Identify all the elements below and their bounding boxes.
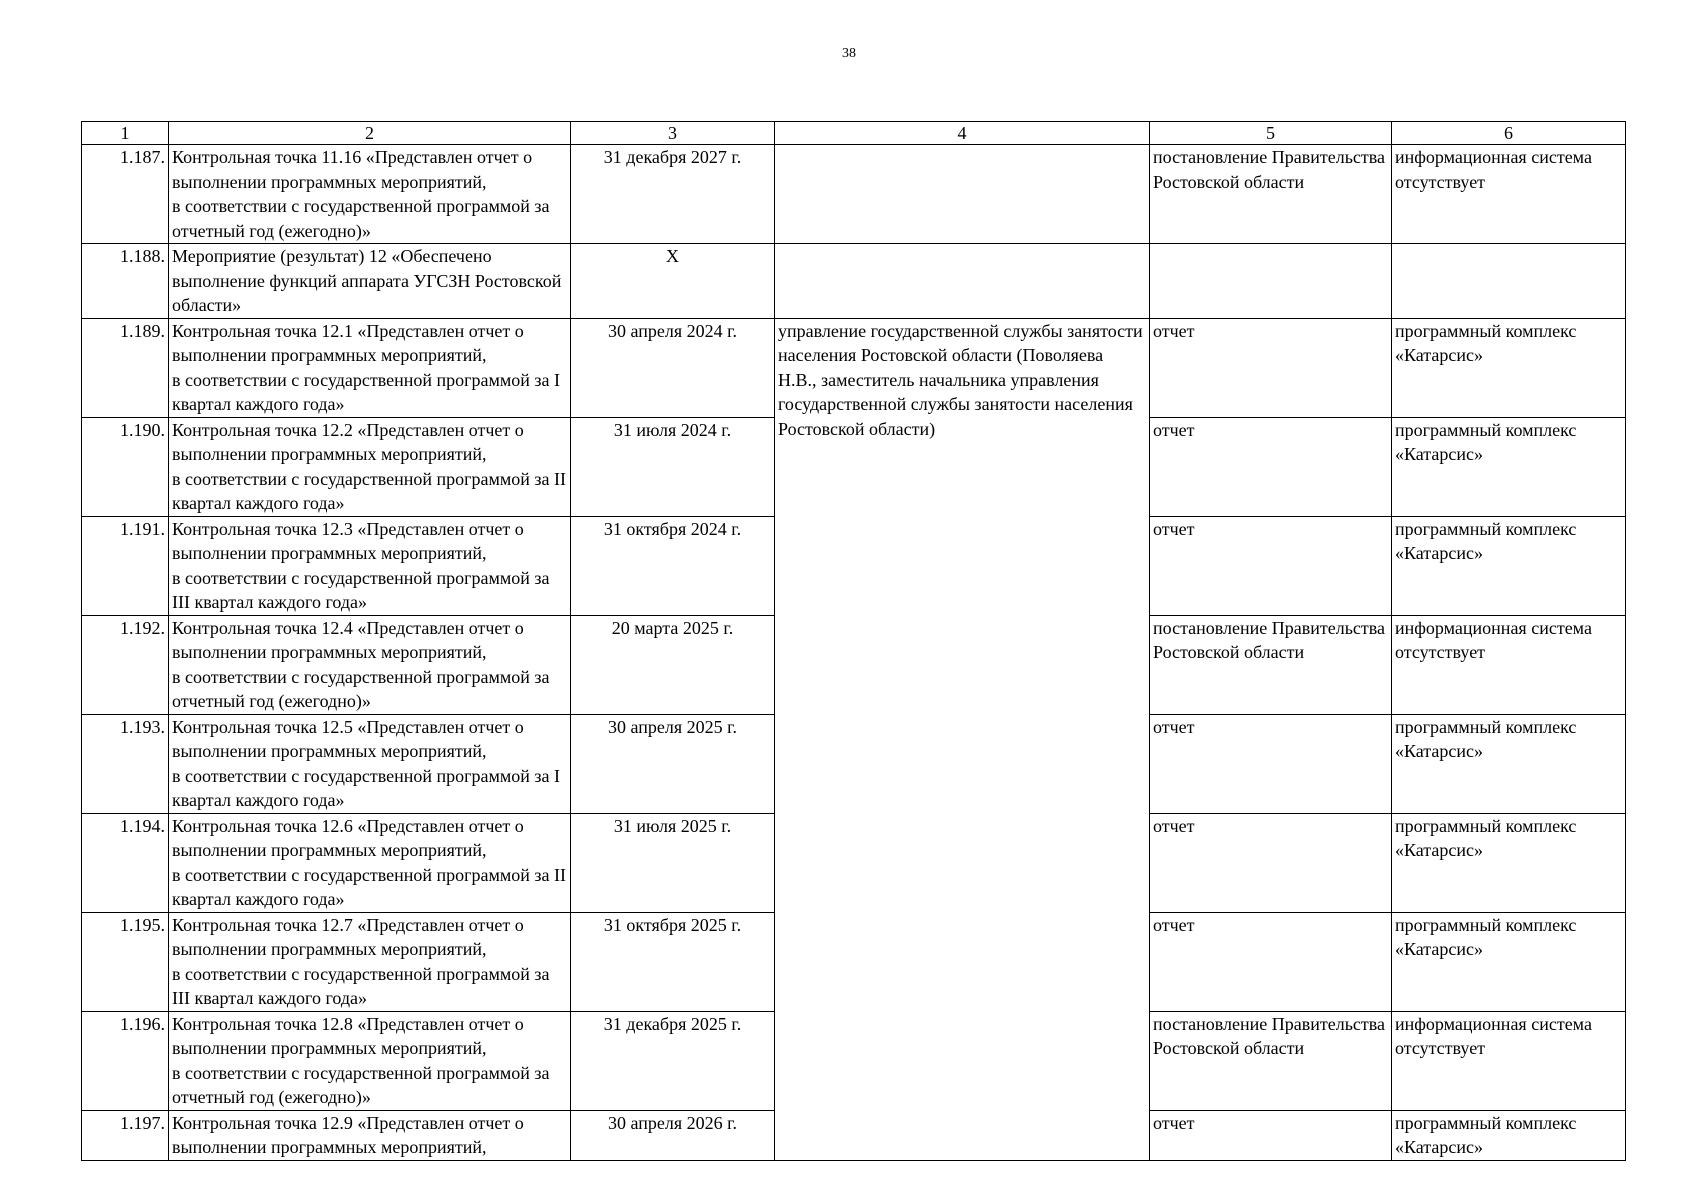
document-type: отчет (1150, 912, 1392, 1011)
document-type (1150, 244, 1392, 319)
row-number: 1.195. (82, 912, 169, 1011)
document-type: отчет (1150, 1110, 1392, 1160)
row-number: 1.197. (82, 1110, 169, 1160)
info-system: программный комплекс «Катарсис» (1392, 318, 1626, 417)
info-system (1392, 244, 1626, 319)
header-cell: 3 (571, 122, 775, 145)
row-number: 1.193. (82, 714, 169, 813)
document-type: отчет (1150, 714, 1392, 813)
row-number: 1.187. (82, 145, 169, 244)
info-system: программный комплекс «Катарсис» (1392, 912, 1626, 1011)
row-number: 1.189. (82, 318, 169, 417)
header-cell: 5 (1150, 122, 1392, 145)
event-name: Контрольная точка 12.5 «Представлен отчет о выполнении программных мероприятий, в соответствии с государственной программой за I квартал каждого года» (169, 714, 571, 813)
table-row (82, 244, 1626, 319)
info-system: программный комплекс «Катарсис» (1392, 1110, 1626, 1160)
deadline: 30 апреля 2025 г. (571, 714, 775, 813)
deadline: 20 марта 2025 г. (571, 615, 775, 714)
event-name: Контрольная точка 12.4 «Представлен отчет о выполнении программных мероприятий, в соответствии с государственной программой за отчетный год (ежегодно)» (169, 615, 571, 714)
deadline: 31 октября 2024 г. (571, 516, 775, 615)
row-number: 1.188. (82, 244, 169, 319)
document-type: постановление Правительства Ростовской области (1150, 145, 1392, 244)
document-type: отчет (1150, 417, 1392, 516)
responsible-person: управление государственной службы занятости населения Ростовской области (Поволяева Н.В., заместитель начальника управления государственной службы занятости населения Ростовской области) (775, 318, 1150, 1160)
schedule-table (81, 121, 1626, 1161)
info-system: программный комплекс «Катарсис» (1392, 813, 1626, 912)
event-name: Контрольная точка 12.7 «Представлен отчет о выполнении программных мероприятий, в соответствии с государственной программой за III квартал каждого года» (169, 912, 571, 1011)
deadline: 31 октября 2025 г. (571, 912, 775, 1011)
event-name: Контрольная точка 12.6 «Представлен отчет о выполнении программных мероприятий, в соответствии с государственной программой за II квартал каждого года» (169, 813, 571, 912)
document-type: отчет (1150, 318, 1392, 417)
row-number: 1.194. (82, 813, 169, 912)
document-type: постановление Правительства Ростовской области (1150, 615, 1392, 714)
page-number: 38 (842, 46, 856, 61)
info-system: информационная система отсутствует (1392, 145, 1626, 244)
info-system: программный комплекс «Катарсис» (1392, 417, 1626, 516)
responsible-empty (775, 244, 1150, 319)
event-name: Контрольная точка 11.16 «Представлен отчет о выполнении программных мероприятий, в соответствии с государственной программой за отчетный год (ежегодно)» (169, 145, 571, 244)
event-name: Контрольная точка 12.2 «Представлен отчет о выполнении программных мероприятий, в соответствии с государственной программой за II квартал каждого года» (169, 417, 571, 516)
info-system: информационная система отсутствует (1392, 1011, 1626, 1110)
deadline: X (571, 244, 775, 319)
info-system: информационная система отсутствует (1392, 615, 1626, 714)
event-name: Контрольная точка 12.9 «Представлен отчет о выполнении программных мероприятий, (169, 1110, 571, 1160)
deadline: 30 апреля 2026 г. (571, 1110, 775, 1160)
info-system: программный комплекс «Катарсис» (1392, 516, 1626, 615)
row-number: 1.190. (82, 417, 169, 516)
event-name: Мероприятие (результат) 12 «Обеспечено выполнение функций аппарата УГСЗН Ростовской области» (169, 244, 571, 319)
header-row (82, 122, 1626, 145)
document-type: отчет (1150, 813, 1392, 912)
document-type: отчет (1150, 516, 1392, 615)
row-number: 1.191. (82, 516, 169, 615)
event-name: Контрольная точка 12.3 «Представлен отчет о выполнении программных мероприятий, в соответствии с государственной программой за III квартал каждого года» (169, 516, 571, 615)
deadline: 30 апреля 2024 г. (571, 318, 775, 417)
responsible-empty (775, 145, 1150, 244)
table-row (82, 145, 1626, 244)
deadline: 31 декабря 2025 г. (571, 1011, 775, 1110)
deadline: 31 июля 2025 г. (571, 813, 775, 912)
event-name: Контрольная точка 12.8 «Представлен отчет о выполнении программных мероприятий, в соответствии с государственной программой за отчетный год (ежегодно)» (169, 1011, 571, 1110)
header-cell: 6 (1392, 122, 1626, 145)
document-type: постановление Правительства Ростовской области (1150, 1011, 1392, 1110)
deadline: 31 июля 2024 г. (571, 417, 775, 516)
table-row (82, 318, 1626, 417)
deadline: 31 декабря 2027 г. (571, 145, 775, 244)
header-cell: 2 (169, 122, 571, 145)
event-name: Контрольная точка 12.1 «Представлен отчет о выполнении программных мероприятий, в соответствии с государственной программой за I квартал каждого года» (169, 318, 571, 417)
row-number: 1.192. (82, 615, 169, 714)
header-cell: 1 (82, 122, 169, 145)
info-system: программный комплекс «Катарсис» (1392, 714, 1626, 813)
row-number: 1.196. (82, 1011, 169, 1110)
header-cell: 4 (775, 122, 1150, 145)
